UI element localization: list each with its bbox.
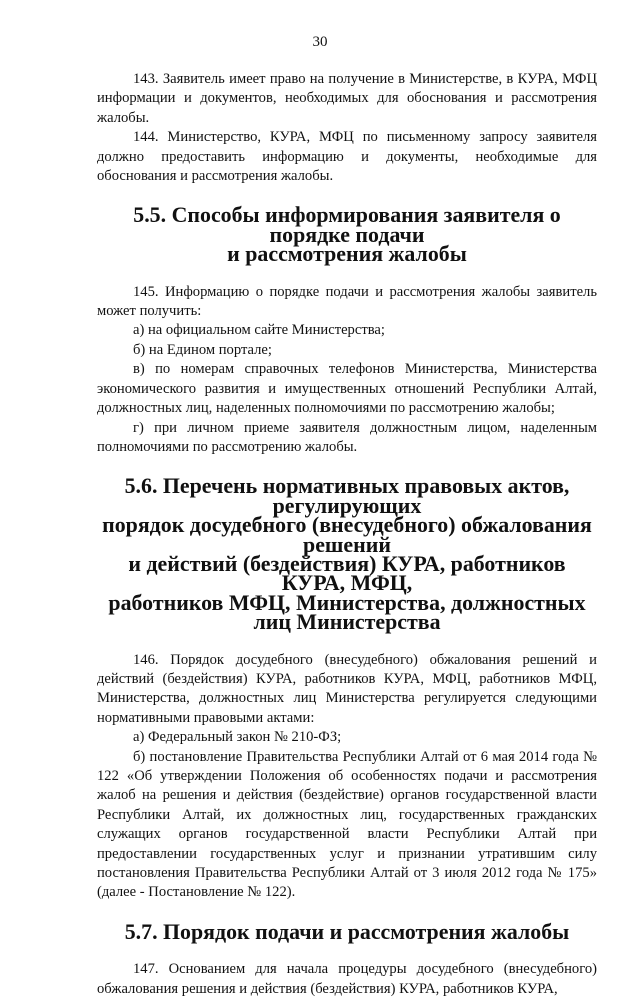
paragraph-146: 146. Порядок досудебного (внесудебного) обжалования решений и действий (бездействия) КУРА, работников КУРА, МФЦ, работников МФЦ, Министерства, должностных лиц Министерства регулируется следующими нормативными правовыми актами:: [97, 651, 597, 726]
heading-line: 5.6. Перечень нормативных правовых актов, регулирующих: [124, 473, 570, 518]
heading-line: и рассмотрения жалобы: [227, 241, 467, 267]
list-item-b: б) на Едином портале;: [133, 341, 272, 358]
page-number: 30: [312, 34, 328, 50]
paragraph-147: 147. Основанием для начала процедуры досудебного (внесудебного) обжалования решения и действия (бездействия) КУРА, работников КУРА,: [97, 961, 597, 997]
section-heading-5-5: [97, 202, 597, 267]
spacer: [97, 941, 597, 960]
spacer: [97, 264, 597, 283]
list-item-g: г) при личном приеме заявителя должностным лицом, наделенным полномочиями по рассмотрению жалобы.: [97, 419, 597, 455]
spacer: [97, 903, 597, 922]
list-item-v: в) по номерам справочных телефонов Министерства, Министерства экономического развития и имущественных отношений Республики Алтай, должностных лиц, наделенных полномочиями по рассмотрению жалобы;: [97, 361, 597, 417]
paragraph-145: 145. Информацию о порядке подачи и рассмотрения жалобы заявитель может получить:: [97, 283, 597, 320]
heading-line: и действий (бездействия) КУРА, работников КУРА, МФЦ,: [128, 550, 566, 596]
paragraph-143: 143. Заявитель имеет право на получение в Министерстве, в КУРА, МФЦ информации и документов, необходимых для обоснования и рассмотрения жалобы.: [97, 71, 597, 126]
list-item-a: а) на официальном сайте Министерства;: [133, 322, 385, 339]
section-heading-5-7: [97, 918, 597, 944]
section-heading-5-6: [97, 473, 597, 635]
list-item-a: а) Федеральный закон № 210-ФЗ;: [133, 729, 342, 746]
spacer: [97, 632, 597, 651]
heading-line: 5.7. Порядок подачи и рассмотрения жалобы: [124, 918, 570, 944]
paragraph-144: 144. Министерство, КУРА, МФЦ по письменному запросу заявителя должно предоставить информацию и документы, необходимые для обоснования и рассмотрения жалобы.: [97, 129, 597, 185]
heading-line: работников МФЦ, Министерства, должностных: [108, 589, 586, 615]
document-body: [97, 70, 597, 999]
heading-line: 5.5. Способы информирования заявителя о порядке подачи: [133, 202, 561, 247]
heading-line: порядок досудебного (внесудебного) обжалования решений: [102, 512, 592, 557]
list-item-b: б) постановление Правительства Республики Алтай от 6 мая 2014 года № 122 «Об утверждении Положения об особенностях подачи и рассмотрения жалоб на решения и действия (бездействие) органов государственной власти Республики Алтай, их должностных лиц, государственных гражданских служащих органов государственной власти Республики Алтай при предоставлении государственных услуг и признании утратившим силу постановления Правительства Республики Алтай от 3 июля 2012 года № 175» (далее - Постановление № 122).: [97, 748, 597, 901]
heading-line: лиц Министерства: [253, 609, 441, 635]
